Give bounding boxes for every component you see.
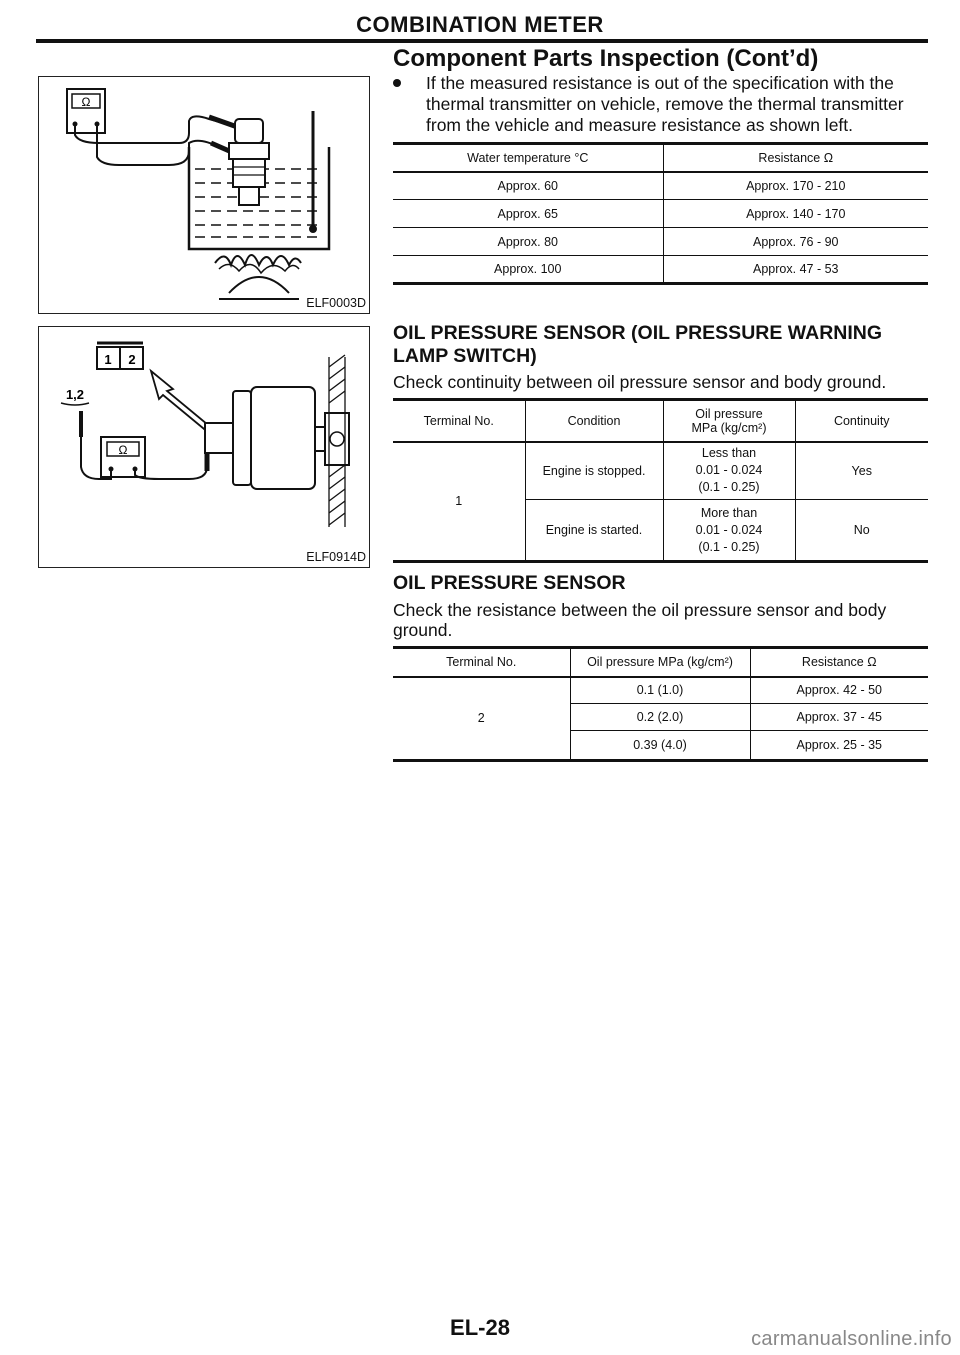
- connector-pin-2: 2: [128, 352, 136, 367]
- figure-thermal-transmitter: [38, 76, 370, 314]
- thermal-resistance-table: [393, 142, 928, 285]
- table-cell: Approx. 42 - 50: [750, 677, 928, 704]
- column-header: Oil pressure MPa (kg/cm²): [570, 648, 750, 677]
- figure-oil-pressure-switch: [38, 326, 370, 568]
- cell-line: Less than: [701, 446, 757, 461]
- figure-code-label: ELF0914D: [306, 550, 366, 564]
- thermal-transmitter-illustration: [39, 77, 369, 313]
- table-cell: [663, 442, 795, 500]
- terminal-callout: 1,2: [65, 387, 85, 402]
- column-header: Resistance Ω: [750, 648, 928, 677]
- bullet-text: If the measured resistance is out of the specification with the thermal transmitter on vehicle, remove the thermal transmitter from the vehicle and measure resistance as shown left.: [426, 73, 904, 135]
- thermal-transmitter-icon: [229, 119, 269, 205]
- table-cell: Approx. 37 - 45: [750, 704, 928, 731]
- cell-line: 0.01 - 0.024: [695, 463, 763, 478]
- header-line: MPa (kg/cm²): [691, 420, 767, 435]
- oil-switch-continuity-table: [393, 398, 928, 563]
- oil-sensor-paragraph: Check the resistance between the oil pressure sensor and body ground.: [393, 600, 887, 640]
- table-cell: Approx. 80: [393, 228, 663, 256]
- watermark-text: carmanualsonline.info: [751, 1328, 952, 1350]
- table-cell: Engine is stopped.: [525, 442, 663, 500]
- table-cell: Yes: [795, 442, 928, 500]
- table-cell: Approx. 47 - 53: [663, 256, 928, 284]
- cell-line: 0.01 - 0.024: [695, 522, 763, 537]
- column-header: Water temperature °C: [393, 144, 663, 172]
- cell-line: (0.1 - 0.25): [698, 539, 760, 554]
- table-cell: [663, 500, 795, 562]
- meter-symbol: Ω: [118, 443, 128, 457]
- table-cell: Approx. 60: [393, 172, 663, 200]
- table-cell: No: [795, 500, 928, 562]
- section-title: Component Parts Inspection (Cont’d): [393, 45, 819, 72]
- table-cell: 0.39 (4.0): [570, 731, 750, 761]
- table-cell: 2: [393, 677, 570, 761]
- oil-sensor-resistance-table: [393, 646, 928, 762]
- page-number: EL-28: [450, 1315, 510, 1340]
- connector-pin-1: 1: [104, 352, 112, 367]
- table-cell: 1: [393, 442, 525, 562]
- oil-switch-heading: [393, 322, 882, 368]
- cell-line: (0.1 - 0.25): [698, 480, 760, 495]
- bullet-dot: [393, 79, 401, 87]
- table-cell: Approx. 170 - 210: [663, 172, 928, 200]
- figure-code-label: ELF0003D: [306, 296, 366, 310]
- oil-pressure-switch-illustration: [39, 327, 369, 567]
- column-header: [663, 400, 795, 442]
- oil-switch-paragraph: Check continuity between oil pressure sensor and body ground.: [393, 372, 887, 392]
- bullet-paragraph: [393, 73, 938, 136]
- table-cell: 0.1 (1.0): [570, 677, 750, 704]
- page-header-title: COMBINATION METER: [356, 12, 604, 37]
- heading-line: OIL PRESSURE SENSOR (OIL PRESSURE WARNING: [393, 322, 883, 344]
- table-cell: Approx. 65: [393, 200, 663, 228]
- heading-line: LAMP SWITCH): [393, 345, 537, 367]
- column-header: Continuity: [795, 400, 928, 442]
- table-cell: 0.2 (2.0): [570, 704, 750, 731]
- cell-line: More than: [700, 505, 758, 520]
- meter-symbol: Ω: [81, 95, 91, 109]
- oil-sensor-heading: OIL PRESSURE SENSOR: [393, 572, 626, 594]
- table-cell: Approx. 140 - 170: [663, 200, 928, 228]
- header-line: Oil pressure: [695, 406, 763, 421]
- column-header: Resistance Ω: [663, 144, 928, 172]
- table-cell: Approx. 76 - 90: [663, 228, 928, 256]
- table-cell: Approx. 100: [393, 256, 663, 284]
- column-header: Terminal No.: [393, 400, 525, 442]
- table-cell: Approx. 25 - 35: [750, 731, 928, 761]
- header-rule: [36, 39, 928, 43]
- column-header: Condition: [525, 400, 663, 442]
- column-header: Terminal No.: [393, 648, 570, 677]
- oil-pressure-sensor-icon: [205, 387, 349, 489]
- table-cell: Engine is started.: [525, 500, 663, 562]
